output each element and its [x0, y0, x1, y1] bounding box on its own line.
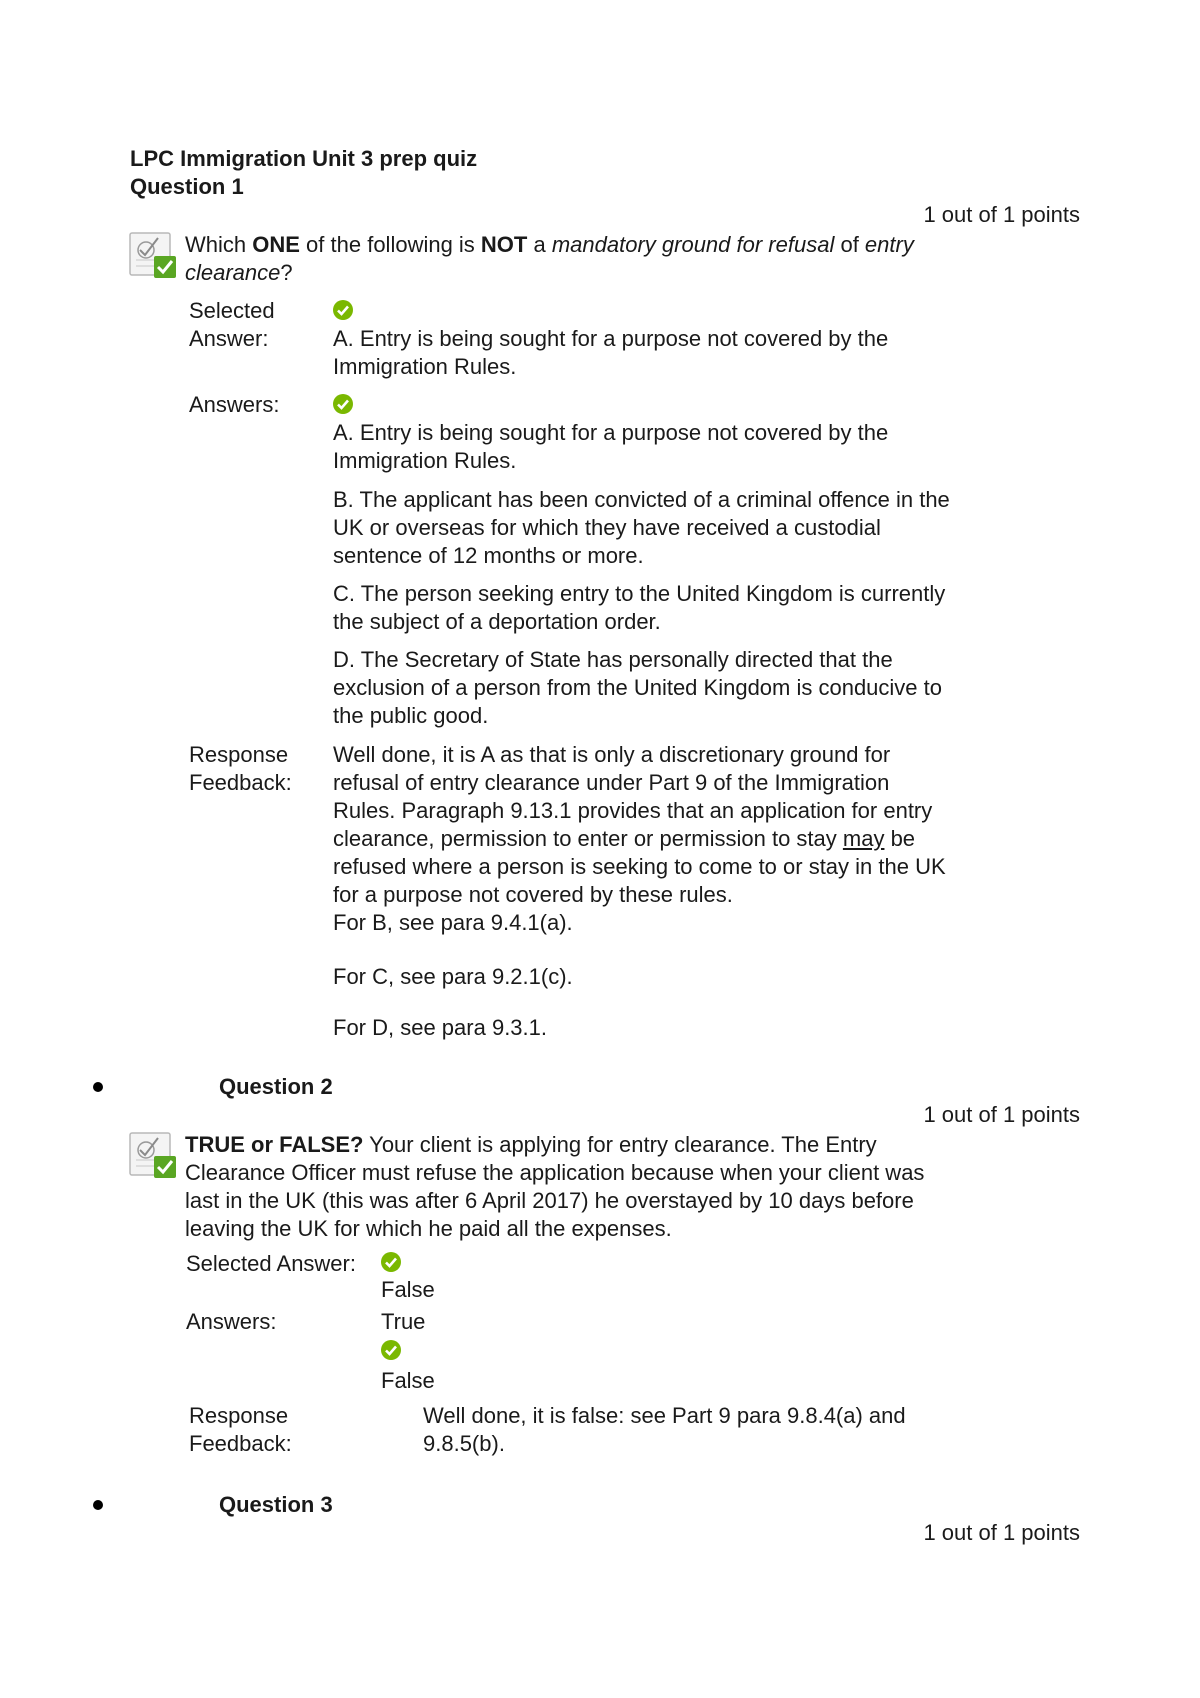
answer-line: the subject of a deportation order.	[333, 609, 661, 634]
feedback-para-d: For D, see para 9.3.1.	[333, 1015, 547, 1040]
question-correct-icon	[128, 230, 178, 280]
question-1-text-line1	[185, 231, 914, 259]
selected-answer-text	[333, 325, 888, 381]
label-line: Response	[189, 742, 289, 767]
selected-answer-label	[189, 297, 275, 353]
feedback-underlined-may: may	[842, 826, 885, 851]
q1-text-italic: clearance	[185, 260, 281, 285]
answer-line: the public good.	[333, 703, 489, 728]
question-2-text-line2: Clearance Officer must refuse the application because when your client was	[185, 1160, 925, 1185]
answer-option-c	[333, 580, 945, 636]
q1-text-italic: mandatory ground for refusal	[551, 232, 835, 257]
q1-text-seg: a	[527, 232, 552, 257]
answer-line: D. The Secretary of State has personally directed that the	[333, 647, 893, 672]
question-1-points: 1 out of 1 points	[923, 202, 1080, 227]
feedback-seg: clearance, permission to enter or permission to stay	[333, 826, 843, 851]
feedback-line: Well done, it is false: see Part 9 para 9.8.4(a) and	[423, 1403, 906, 1428]
question-1-text-line2	[185, 259, 293, 287]
q1-text-seg: Which	[185, 232, 253, 257]
answer-line: A. Entry is being sought for a purpose not covered by the	[333, 326, 889, 351]
q1-text-seg: of	[834, 232, 865, 257]
feedback-line	[333, 825, 946, 853]
feedback-line: refused where a person is seeking to come to or stay in the UK	[333, 854, 946, 879]
correct-check-icon	[333, 394, 353, 414]
label-line: Feedback:	[189, 1431, 292, 1456]
question-2-points: 1 out of 1 points	[923, 1102, 1080, 1127]
q2-selected-answer: False	[381, 1277, 435, 1302]
feedback-line: for a purpose not covered by these rules.	[333, 882, 733, 907]
q2-answers-label: Answers:	[186, 1309, 277, 1334]
q1-text-seg: of the following is	[299, 232, 481, 257]
question-2-text-line3: last in the UK (this was after 6 April 2017) he overstayed by 10 days before	[185, 1188, 914, 1213]
q2-response-feedback-label	[189, 1402, 292, 1458]
feedback-line: refusal of entry clearance under Part 9 of the Immigration	[333, 770, 890, 795]
answer-line: Immigration Rules.	[333, 354, 517, 379]
q1-text-italic: entry	[864, 232, 914, 257]
answer-option-b	[333, 486, 950, 570]
answer-line: exclusion of a person from the United Kingdom is conducive to	[333, 675, 942, 700]
q2-response-feedback-text	[423, 1402, 906, 1458]
feedback-line: 9.8.5(b).	[423, 1431, 505, 1456]
answer-line: sentence of 12 months or more.	[333, 543, 644, 568]
answer-option-d	[333, 646, 942, 730]
q2-text-bold: TRUE or FALSE?	[185, 1132, 364, 1157]
question-correct-icon	[128, 1130, 178, 1180]
correct-check-icon	[381, 1340, 401, 1360]
q1-text-seg: ?	[280, 260, 293, 285]
label-line: Answer:	[189, 326, 269, 351]
question-2-text-line1	[185, 1131, 877, 1159]
feedback-para-c: For C, see para 9.2.1(c).	[333, 964, 573, 989]
label-line: Feedback:	[189, 770, 292, 795]
feedback-line: For B, see para 9.4.1(a).	[333, 910, 573, 935]
answer-line: Immigration Rules.	[333, 448, 517, 473]
label-line: Response	[189, 1403, 289, 1428]
correct-check-icon	[381, 1252, 401, 1272]
question-2-title: Question 2	[219, 1074, 333, 1099]
q2-answer-true: True	[381, 1309, 426, 1334]
response-feedback-text	[333, 741, 946, 937]
list-bullet	[93, 1500, 103, 1510]
correct-check-icon	[333, 300, 353, 320]
question-1-title: Question 1	[130, 174, 244, 199]
feedback-line: Rules. Paragraph 9.13.1 provides that an application for entry	[333, 798, 933, 823]
question-3-title: Question 3	[219, 1492, 333, 1517]
response-feedback-label	[189, 741, 292, 797]
answer-line: B. The applicant has been convicted of a criminal offence in the	[333, 487, 950, 512]
answers-label: Answers:	[189, 392, 280, 417]
feedback-seg: be	[884, 826, 916, 851]
q2-answer-false: False	[381, 1368, 435, 1393]
q2-text-seg: Your client is applying for entry clearance. The Entry	[363, 1132, 877, 1157]
answer-line: UK or overseas for which they have received a custodial	[333, 515, 881, 540]
answer-line: C. The person seeking entry to the United Kingdom is currently	[333, 581, 946, 606]
list-bullet	[93, 1082, 103, 1092]
question-3-points: 1 out of 1 points	[923, 1520, 1080, 1545]
answer-option-a	[333, 419, 888, 475]
q1-text-bold-not: NOT	[480, 232, 528, 257]
question-2-text-line4: leaving the UK for which he paid all the expenses.	[185, 1216, 672, 1241]
answer-line: A. Entry is being sought for a purpose not covered by the	[333, 420, 889, 445]
label-line: Selected	[189, 298, 275, 323]
q1-text-bold-one: ONE	[252, 232, 300, 257]
document-title: LPC Immigration Unit 3 prep quiz	[130, 146, 478, 171]
feedback-line: Well done, it is A as that is only a discretionary ground for	[333, 742, 891, 767]
q2-selected-answer-label: Selected Answer:	[186, 1251, 356, 1276]
